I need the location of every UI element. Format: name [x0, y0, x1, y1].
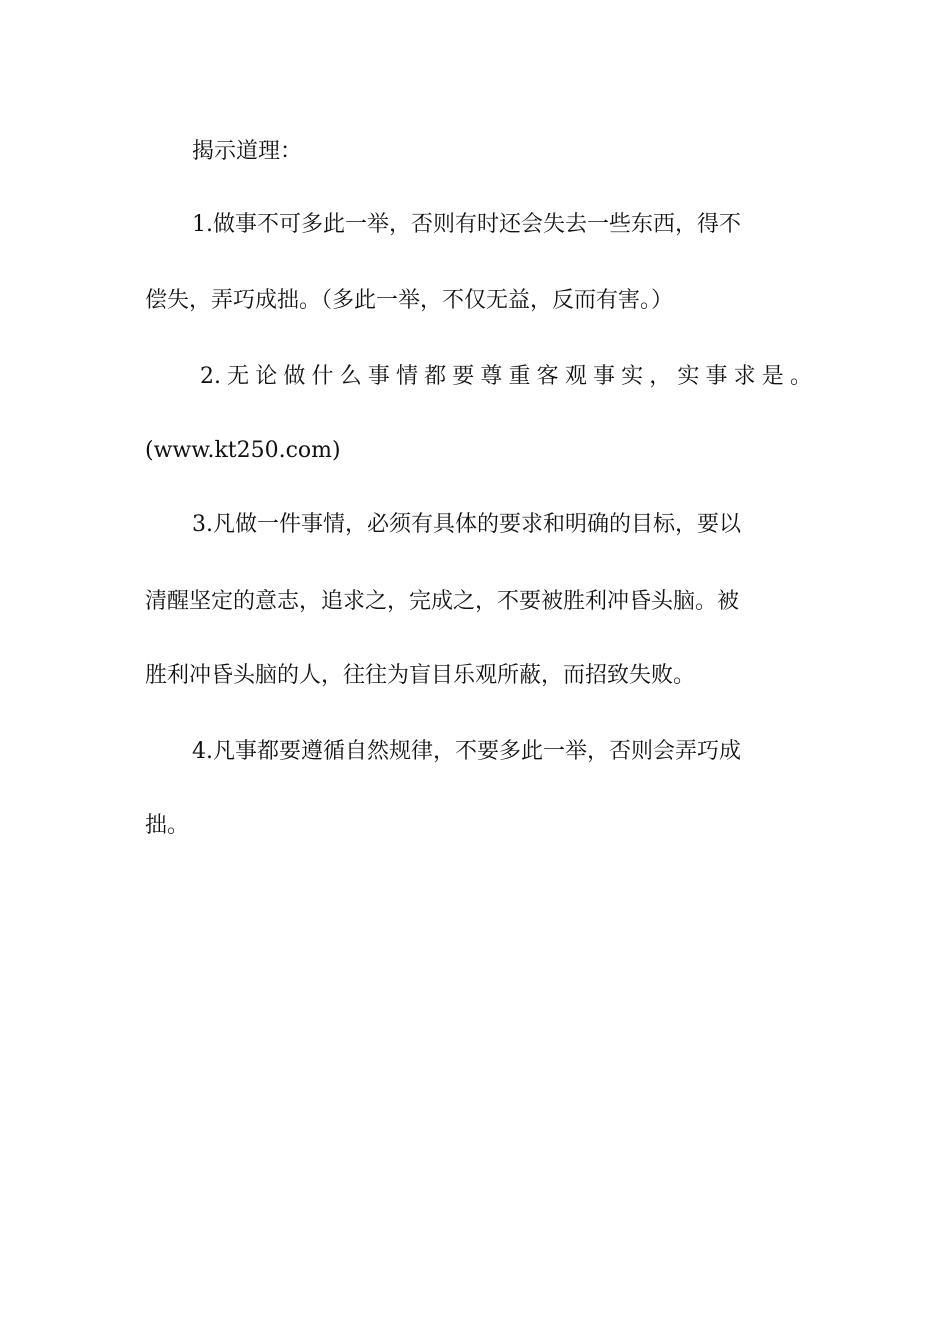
justified-char: 。: [789, 364, 812, 389]
justified-char: 论: [255, 364, 278, 389]
justified-char: 客: [536, 364, 559, 389]
justified-char: 尊: [480, 364, 503, 389]
justified-char: 都: [424, 364, 447, 389]
justified-char: 事: [367, 364, 390, 389]
justified-char: 2.: [200, 364, 221, 389]
item-3-line-3: 胜利冲昏头脑的人，往往为盲目乐观所蔽，而招致失败。: [145, 663, 696, 688]
justified-char: 是: [761, 364, 784, 389]
justified-char: 观: [564, 364, 587, 389]
item-3-line-1: 3.凡做一件事情，必须有具体的要求和明确的目标，要以: [192, 512, 741, 537]
justified-char: 什: [311, 364, 334, 389]
item-3-line-2: 清醒坚定的意志，追求之，完成之，不要被胜利冲昏头脑。被: [145, 589, 740, 614]
item-2-line-1: [200, 364, 812, 390]
justified-char: 无: [227, 364, 250, 389]
item-1-line-1: 1.做事不可多此一举，否则有时还会失去一些东西，得不: [192, 212, 741, 237]
justified-char: 情: [395, 364, 418, 389]
justified-char: 要: [452, 364, 475, 389]
item-4-line-2: 拙。: [145, 813, 190, 838]
heading: 揭示道理：: [192, 139, 303, 164]
justified-char: 么: [339, 364, 362, 389]
item-2-line-2: (www.kt250.com): [145, 438, 341, 463]
justified-char: 实: [621, 364, 644, 389]
justified-char: ，: [649, 364, 672, 389]
justified-char: 事: [705, 364, 728, 389]
item-4-line-1: 4.凡事都要遵循自然规律，不要多此一举，否则会弄巧成: [192, 739, 741, 764]
justified-char: 做: [283, 364, 306, 389]
item-1-line-2: 偿失，弄巧成拙。（多此一举，不仅无益，反而有害。）: [145, 288, 674, 313]
justified-char: 重: [508, 364, 531, 389]
justified-char: 实: [677, 364, 700, 389]
justified-char: 事: [592, 364, 615, 389]
justified-char: 求: [733, 364, 756, 389]
